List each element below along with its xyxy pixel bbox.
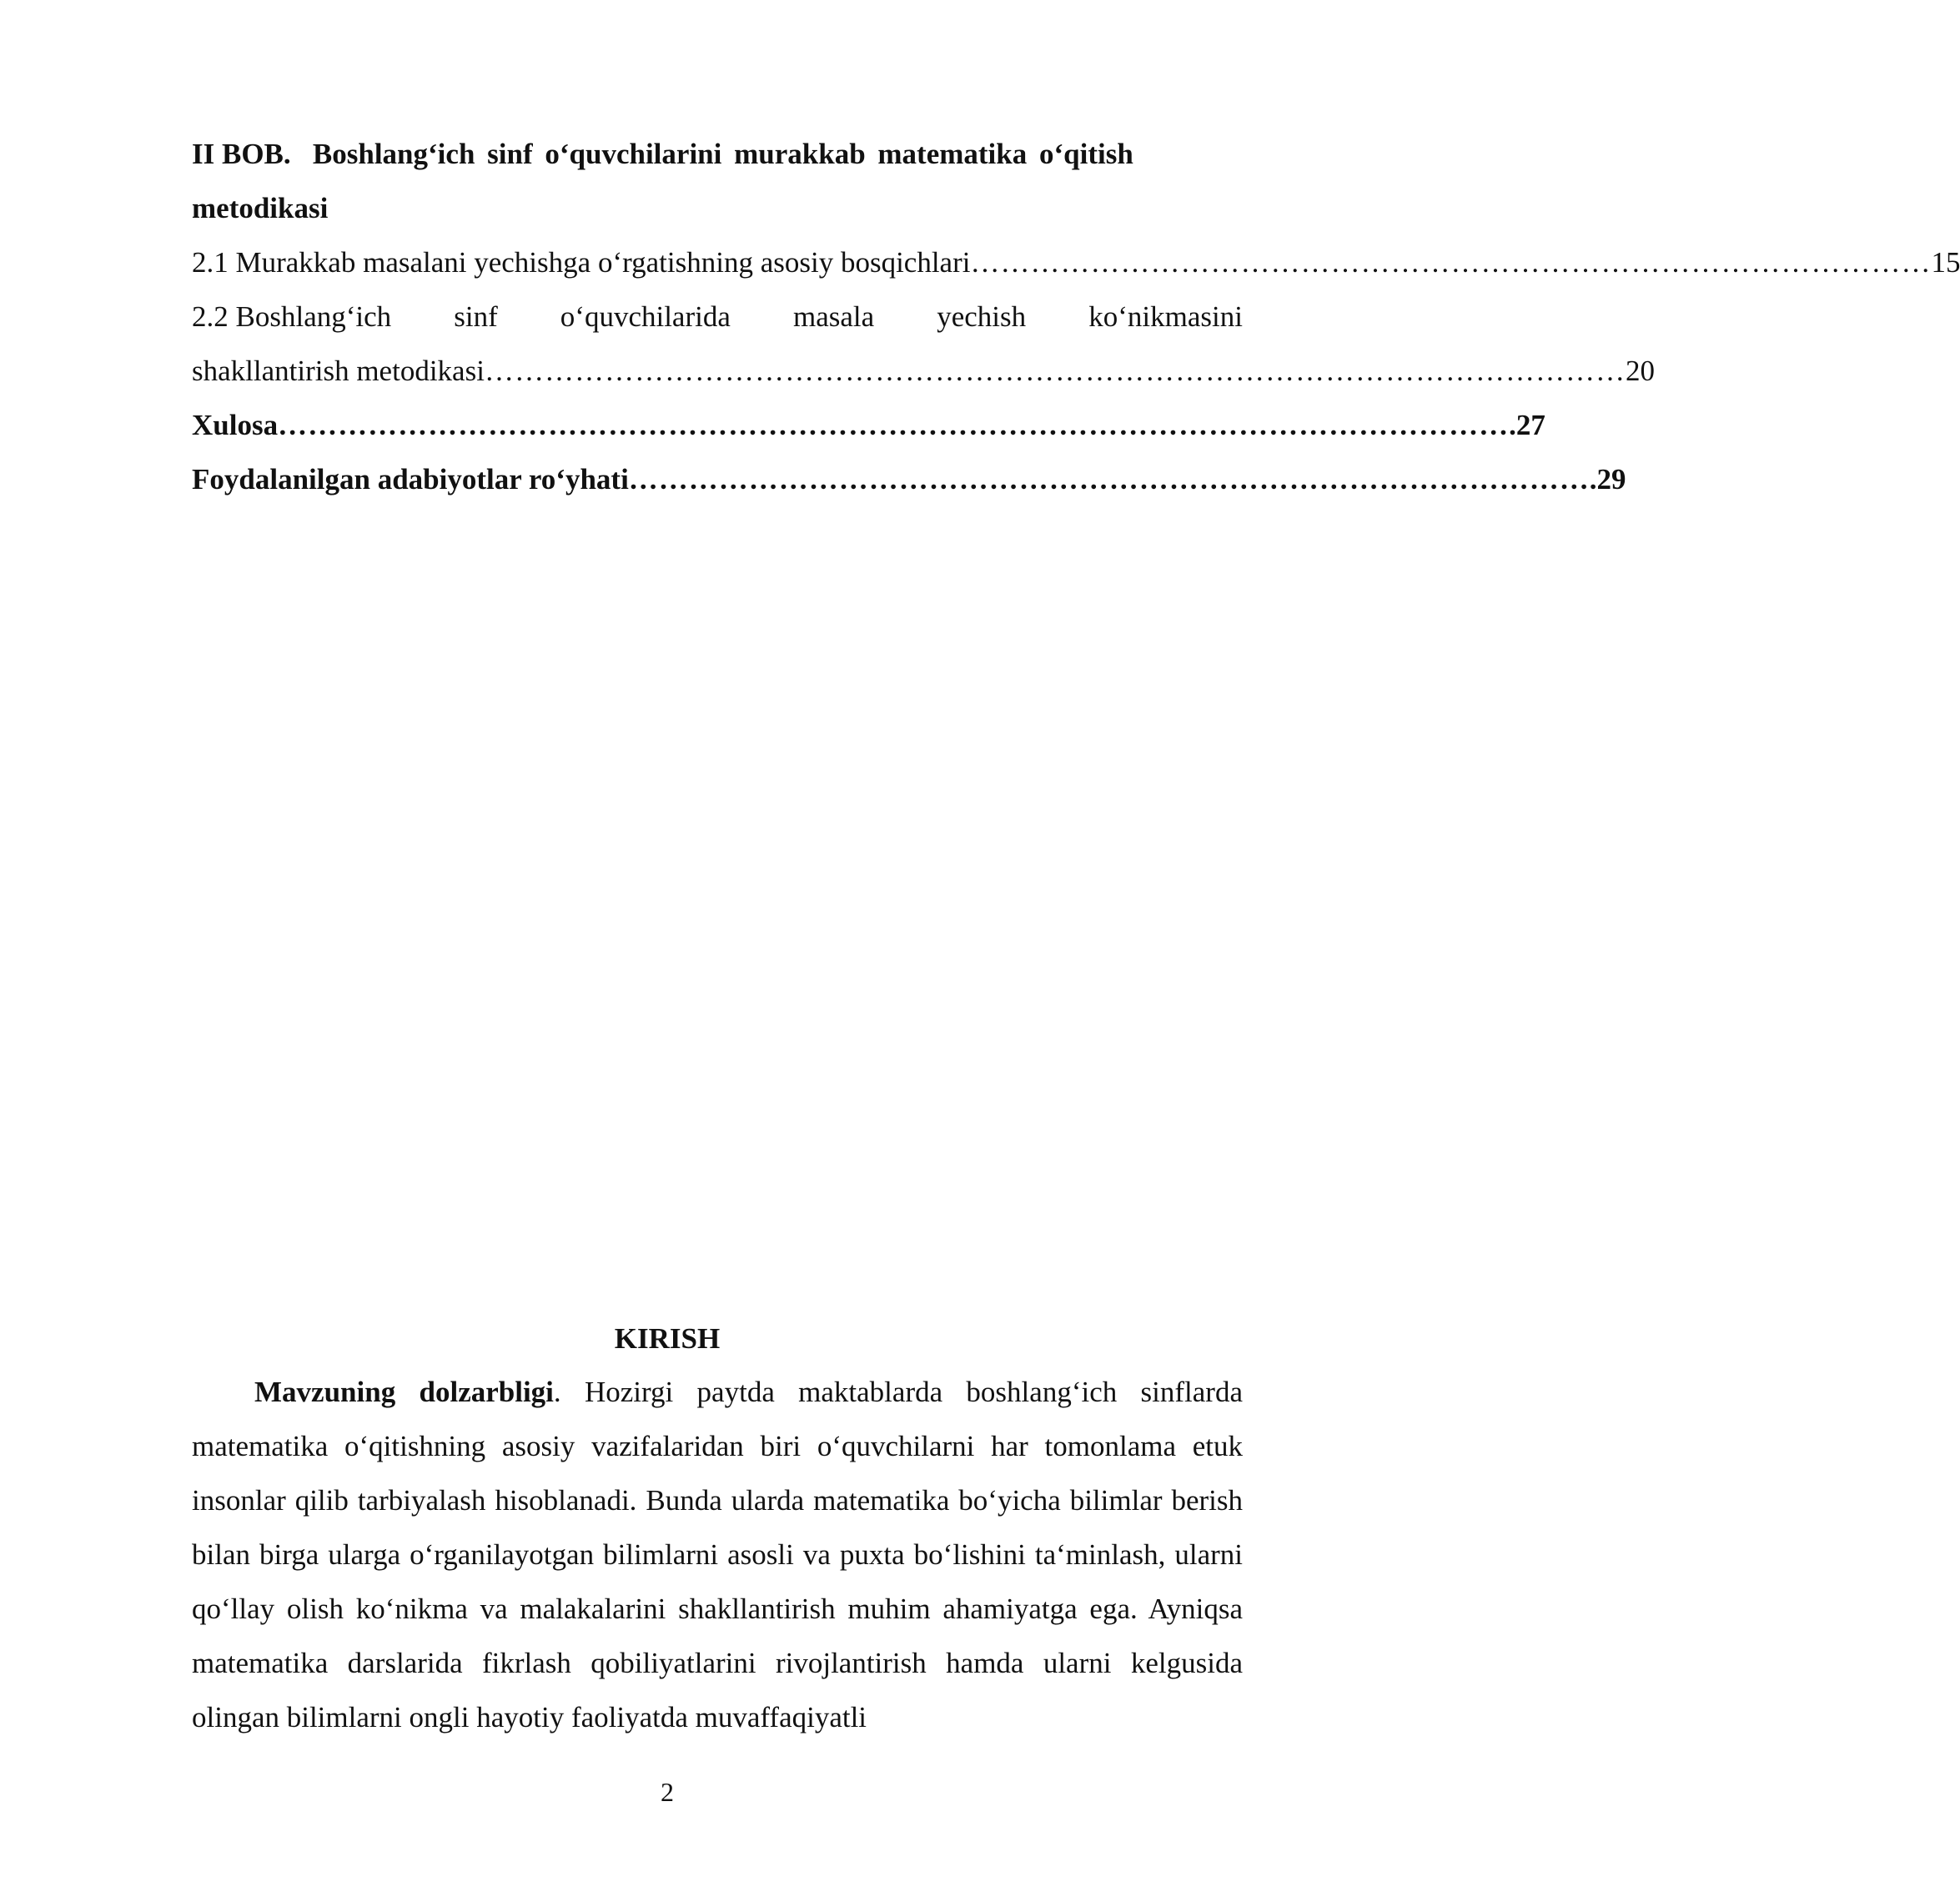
toc-chapter-2-title: Boshlang‘ich sinf o‘quvchilarini murakkab matematika o‘qitish <box>312 138 1133 170</box>
toc-leader-dots: …………………………………………………………………………………………………… <box>484 355 1626 387</box>
toc-entry-2-2-word: yechish <box>937 300 1027 333</box>
intro-paragraph <box>192 1365 1243 1744</box>
toc-entry-2-2-text: shakllantirish metodikasi <box>192 355 485 387</box>
paragraph-text: . Hozirgi paytda maktablarda boshlang‘ich sinflarda matematika o‘qitishning asosiy vazifalaridan biri o‘quvchilarni har tomonlama etuk insonlar qilib tarbiyalash hisoblanadi. Bunda ularda matematika bo‘yicha bilimlar berish bilan birga ularga o‘rganilayotgan bilimlarni asosli va puxta bo‘lishini ta‘minlash, ularni qo‘llay olish ko‘nikma va malakalarini shakllantirish muhim ahamiyatga ega. Ayniqsa matematika darslarida fikrlash qobiliyatlarini rivojlantirish hamda ularni kelgusida olingan bilimlarni ongli hayotiy faoliyatda muvaffaqiyatli <box>192 1376 1243 1734</box>
toc-references-text: Foydalanilgan adabiyotlar ro‘yhati <box>192 463 629 496</box>
toc-conclusion-page: .27 <box>1509 409 1545 441</box>
table-of-contents <box>192 127 1960 506</box>
toc-entry-2-2-line1 <box>192 289 1243 344</box>
toc-references-page: .29 <box>1589 463 1626 496</box>
toc-chapter-2-title-cont: metodikasi <box>192 192 329 224</box>
toc-leader-dots: …………………………………………………………………………………………………………… <box>278 409 1510 441</box>
toc-chapter-2-label: II BOB. <box>192 138 291 170</box>
toc-entry-2-2-word: sinf <box>454 300 498 333</box>
toc-entry-2-1-text: 2.1 Murakkab masalani yechishga o‘rgatishning asosiy bosqichlari <box>192 246 971 279</box>
toc-conclusion <box>192 398 1545 452</box>
toc-references <box>192 452 1626 506</box>
toc-entry-2-2-line2 <box>192 344 1655 398</box>
toc-entry-2-1 <box>192 235 1960 289</box>
toc-entry-2-2-word: ko‘nikmasini <box>1088 300 1243 333</box>
toc-conclusion-text: Xulosa <box>192 409 279 441</box>
paragraph-lead: Mavzuning dolzarbligi <box>254 1376 554 1408</box>
toc-leader-dots: …………………………………………………………………………………… <box>628 463 1590 496</box>
toc-leader-dots: …………………………………………………………………………………… <box>970 246 1932 279</box>
toc-entry-2-2-page: 20 <box>1625 355 1655 387</box>
toc-chapter-2-line1 <box>192 127 1243 181</box>
section-heading: KIRISH <box>614 1322 721 1355</box>
page-number: 2 <box>661 1777 674 1807</box>
toc-entry-2-2-word: o‘quvchilarida <box>560 300 731 333</box>
toc-entry-2-1-page: 15 <box>1931 246 1960 279</box>
toc-entry-2-2-word: masala <box>792 300 875 333</box>
toc-chapter-2-line2 <box>192 181 1243 235</box>
toc-entry-2-2-word: 2.2 Boshlang‘ich <box>192 300 392 333</box>
